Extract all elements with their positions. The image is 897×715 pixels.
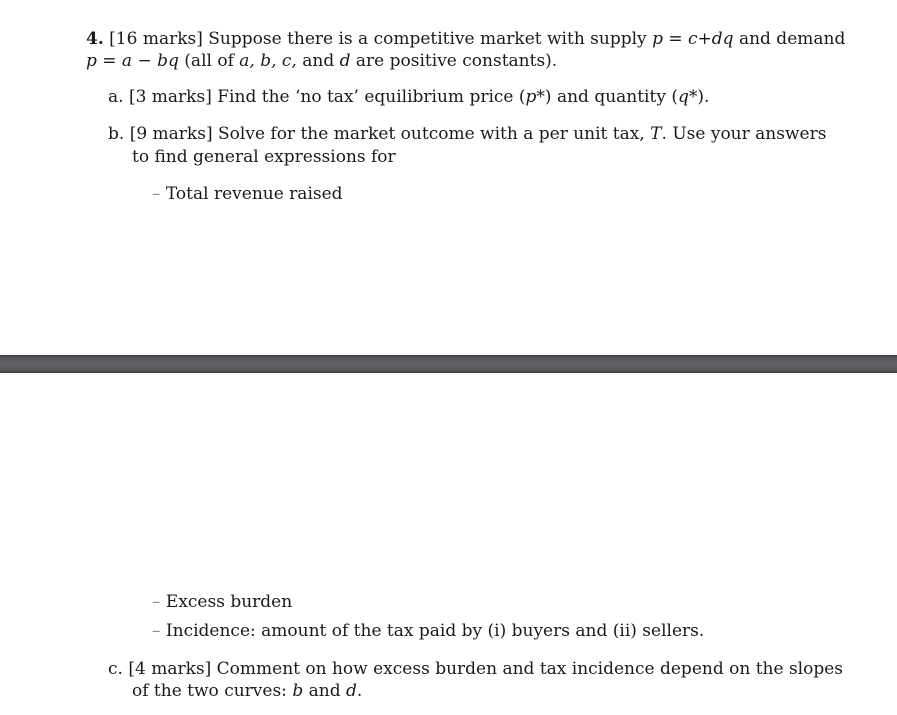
- tax-variable: T: [650, 124, 662, 144]
- bullet-text-incidence: Incidence: amount of the tax paid by (i) buyers and (ii) sellers.: [165, 621, 705, 641]
- part-b-line-1: [108, 123, 826, 145]
- part-a-text-mid: ) and quantity (: [544, 87, 678, 107]
- demand-equation: p = a − bq: [86, 51, 179, 71]
- list-item: [152, 183, 343, 205]
- part-c-label: c.: [108, 659, 123, 679]
- part-c-text: Comment on how excess burden and tax incidence depend on the slopes: [216, 659, 844, 679]
- part-c-line-2: [132, 680, 362, 702]
- bullet-text-excess-burden: Excess burden: [165, 592, 293, 612]
- list-item: [152, 591, 292, 613]
- question-line-2: [86, 50, 557, 72]
- part-c-and: and: [308, 681, 341, 701]
- constants-vars: a, b, c,: [239, 51, 297, 71]
- constant-d: d: [339, 51, 351, 71]
- part-a-marks: [3 marks]: [128, 87, 212, 107]
- part-c-end: .: [356, 681, 363, 701]
- constants-end: are positive constants).: [355, 51, 558, 71]
- bullet-dash: –: [152, 184, 161, 204]
- question-marks: [16 marks]: [109, 29, 203, 49]
- slope-d: d: [346, 681, 357, 701]
- bullet-text-total-revenue: Total revenue raised: [165, 184, 343, 204]
- part-c-line-1: [108, 658, 843, 680]
- constants-text: (all of: [184, 51, 234, 71]
- part-b-marks: [9 marks]: [129, 124, 213, 144]
- bullet-dash: –: [152, 621, 161, 641]
- question-intro-end: and demand: [738, 29, 846, 49]
- part-b-text-start: Solve for the market outcome with a per unit tax,: [218, 124, 645, 144]
- part-b-label: b.: [108, 124, 125, 144]
- slope-b: b: [292, 681, 304, 701]
- part-a-text-start: Find the ‘no tax’ equilibrium price (: [217, 87, 526, 107]
- q-star: q*: [677, 87, 698, 107]
- part-b-line-2: to find general expressions for: [132, 147, 396, 167]
- part-c-line2-start: of the two curves:: [132, 681, 287, 701]
- part-c-marks: [4 marks]: [128, 659, 212, 679]
- part-a-text-end: ).: [697, 87, 710, 107]
- constants-and: and: [302, 51, 335, 71]
- question-intro-text: Suppose there is a competitive market with supply: [208, 29, 647, 49]
- part-a-label: a.: [108, 87, 124, 107]
- question-number: 4.: [86, 29, 104, 49]
- bullet-dash: –: [152, 592, 161, 612]
- supply-equation: p = c+dq: [652, 29, 734, 49]
- p-star: p*: [525, 87, 545, 107]
- list-item: [152, 620, 704, 642]
- part-a: [108, 86, 709, 108]
- question-line-1: [86, 28, 845, 50]
- page-divider: [0, 355, 897, 373]
- part-b-text-end: . Use your answers: [661, 124, 827, 144]
